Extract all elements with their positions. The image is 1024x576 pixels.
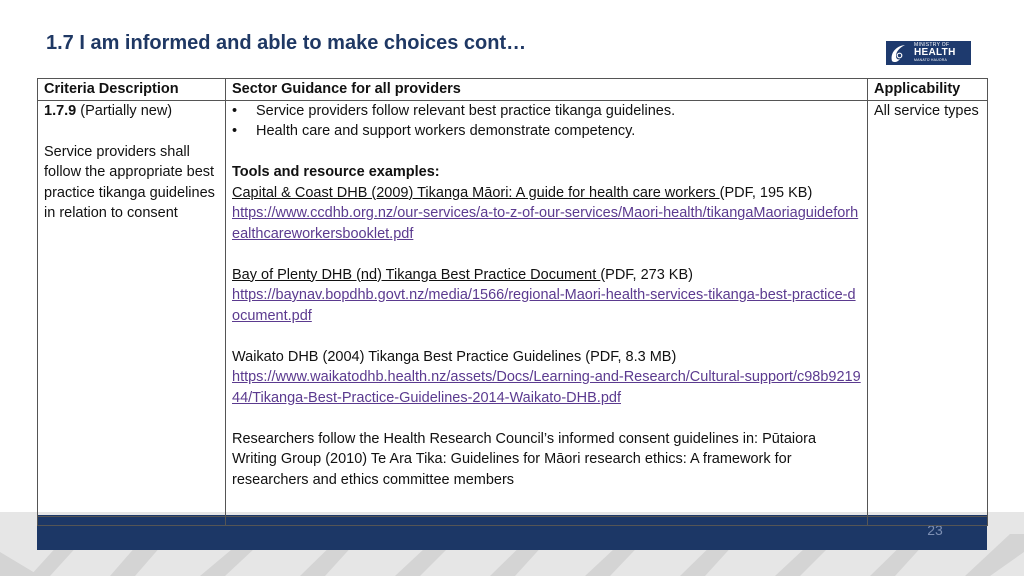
resource-2-meta: (PDF, 273 KB) [600,266,693,283]
guidance-closing: Researchers follow the Health Research Council’s informed consent guidelines in: Pūtaiora Writing Group (2010) Te Ara Tika: Guidelines for Māori research ethics: A framework for researchers and ethics committee members [232,430,817,488]
empty-cell [226,516,868,525]
logo-line-2: HEALTH [914,47,956,59]
guidance-bullet: • Health care and support workers demonstrate competency. [232,121,863,142]
resource-2-title: Bay of Plenty DHB (nd) Tikanga Best Practice Document [232,266,601,283]
table-row [38,100,988,516]
resource-2-link[interactable]: https://baynav.bopdhb.govt.nz/media/1566/regional-Maori-health-services-tikanga-best-practice-document.pdf [232,287,856,324]
resource-1 [232,183,863,204]
tools-heading: Tools and resource examples: [232,164,440,180]
header-applicability: Applicability [868,79,988,101]
logo-line-1: MINISTRY OF [914,42,950,49]
guidance-bullet: • Service providers follow relevant best practice tikanga guidelines. [232,101,863,122]
criteria-description: Service providers shall follow the appropriate best practice tikanga guidelines in relation to consent [44,143,215,221]
criteria-cell [38,100,226,516]
resource-2 [232,265,863,286]
empty-cell [868,516,988,525]
resource-1-meta: (PDF, 195 KB) [719,184,813,201]
criteria-code-line [44,101,221,122]
ministry-of-health-logo [886,41,971,65]
resource-1-link[interactable]: https://www.ccdhb.org.nz/our-services/a-to-z-of-our-services/Maori-health/tikangaMaoriaguideforhealthcareworkersbooklet.pdf [232,205,859,242]
criteria-code: 1.7.9 [44,102,77,119]
logo-line-3: MANATŪ HAUORA [914,58,948,63]
criteria-note: (Partially new) [76,102,173,119]
resource-3-link[interactable]: https://www.waikatodhb.health.nz/assets/Docs/Learning-and-Research/Cultural-support/c98b921944/Tikanga-Best-Practice-Guidelines-2014-Waikato-DHB.pdf [232,369,861,406]
resource-3-title: Waikato DHB (2004) Tikanga Best Practice Guidelines (PDF, 8.3 MB) [232,348,677,365]
guidance-cell [226,100,868,516]
logo-wordmark [914,43,956,63]
slide-title: 1.7 I am informed and able to make choices cont… [46,32,527,54]
applicability-cell: All service types [868,100,988,516]
header-criteria: Criteria Description [38,79,226,101]
guidance-bullet-list [232,101,863,142]
ministry-fern-icon [886,41,910,65]
criteria-table [37,78,988,526]
empty-cell [38,516,226,525]
page-number: 23 [927,522,943,538]
table-empty-row [38,516,988,525]
table-header-row [38,79,988,101]
header-guidance: Sector Guidance for all providers [226,79,868,101]
resource-1-title: Capital & Coast DHB (2009) Tikanga Māori: A guide for health care workers [232,184,720,201]
